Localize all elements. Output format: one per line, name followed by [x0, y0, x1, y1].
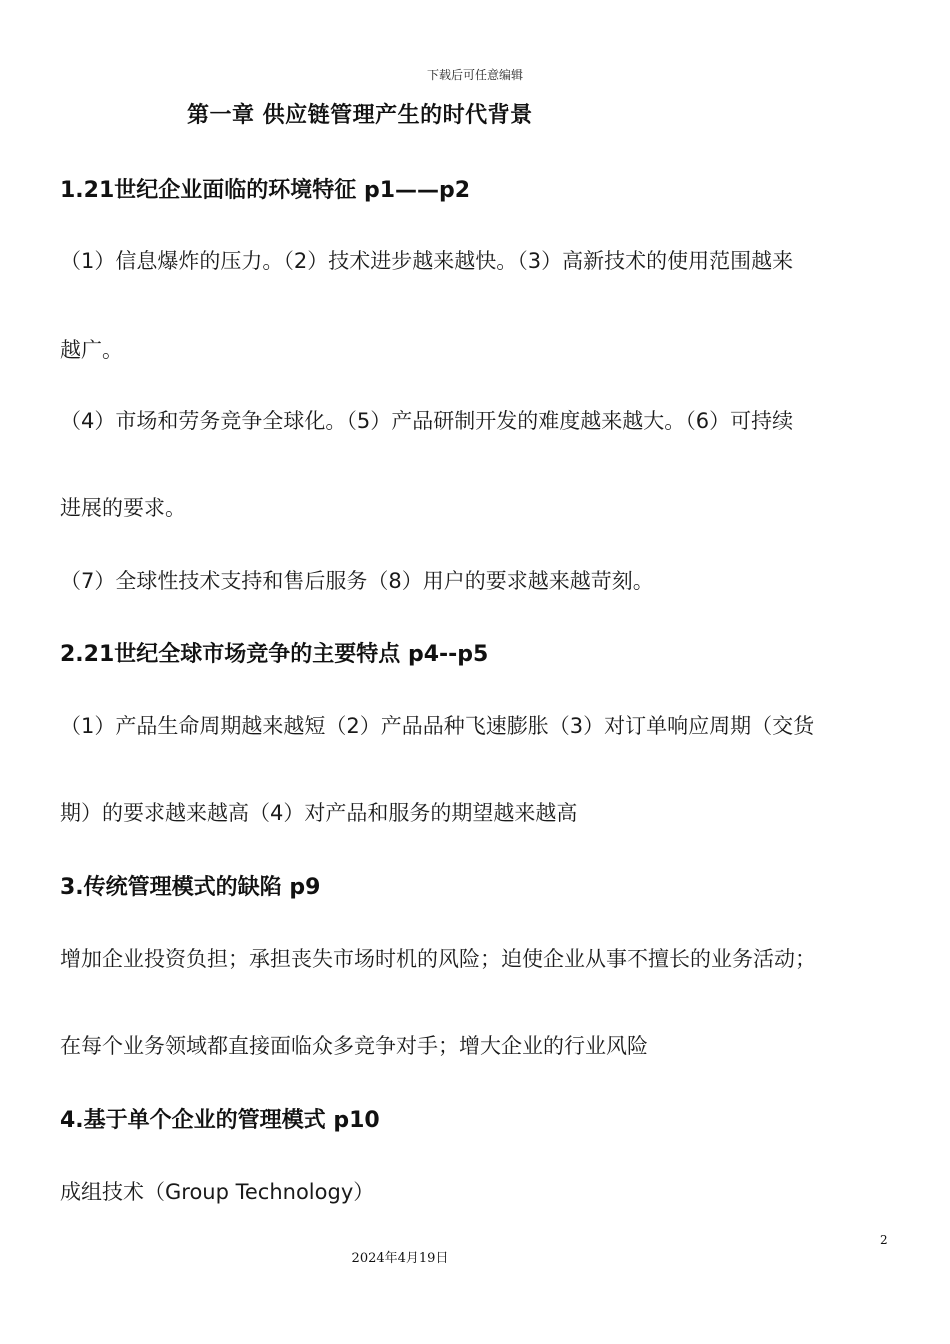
- page-number: 2: [880, 1233, 888, 1247]
- section-3-line-1: 增加企业投资负担；承担丧失市场时机的风险；迫使企业从事不擅长的业务活动；: [60, 947, 816, 971]
- section-1-line-4: 进展的要求。: [60, 496, 186, 520]
- section-4-line-1: 成组技术（Group Technology）: [60, 1180, 375, 1204]
- section-1-line-1: （1）信息爆炸的压力。（2）技术进步越来越快。（3）高新技术的使用范围越来: [60, 249, 794, 273]
- section-heading-1: 1.21世纪企业面临的环境特征 p1——p2: [60, 178, 471, 203]
- chapter-title: 第一章 供应链管理产生的时代背景: [187, 103, 533, 128]
- section-heading-3: 3.传统管理模式的缺陷 p9: [60, 875, 321, 900]
- section-heading-2: 2.21世纪全球市场竞争的主要特点 p4--p5: [60, 642, 489, 667]
- section-1-line-2: 越广。: [60, 338, 123, 362]
- section-2-line-1: （1）产品生命周期越来越短（2）产品品种飞速膨胀（3）对订单响应周期（交货: [60, 714, 815, 738]
- footer-date: 2024年4月19日: [351, 1251, 449, 1266]
- section-2-line-2: 期）的要求越来越高（4）对产品和服务的期望越来越高: [60, 801, 578, 825]
- section-1-line-3: （4）市场和劳务竞争全球化。（5）产品研制开发的难度越来越大。（6）可持续: [60, 409, 794, 433]
- section-heading-4: 4.基于单个企业的管理模式 p10: [60, 1108, 380, 1133]
- section-3-line-2: 在每个业务领域都直接面临众多竞争对手；增大企业的行业风险: [60, 1034, 648, 1058]
- section-1-line-5: （7）全球性技术支持和售后服务（8）用户的要求越来越苛刻。: [60, 569, 654, 593]
- header-note: 下载后可任意编辑: [426, 68, 523, 82]
